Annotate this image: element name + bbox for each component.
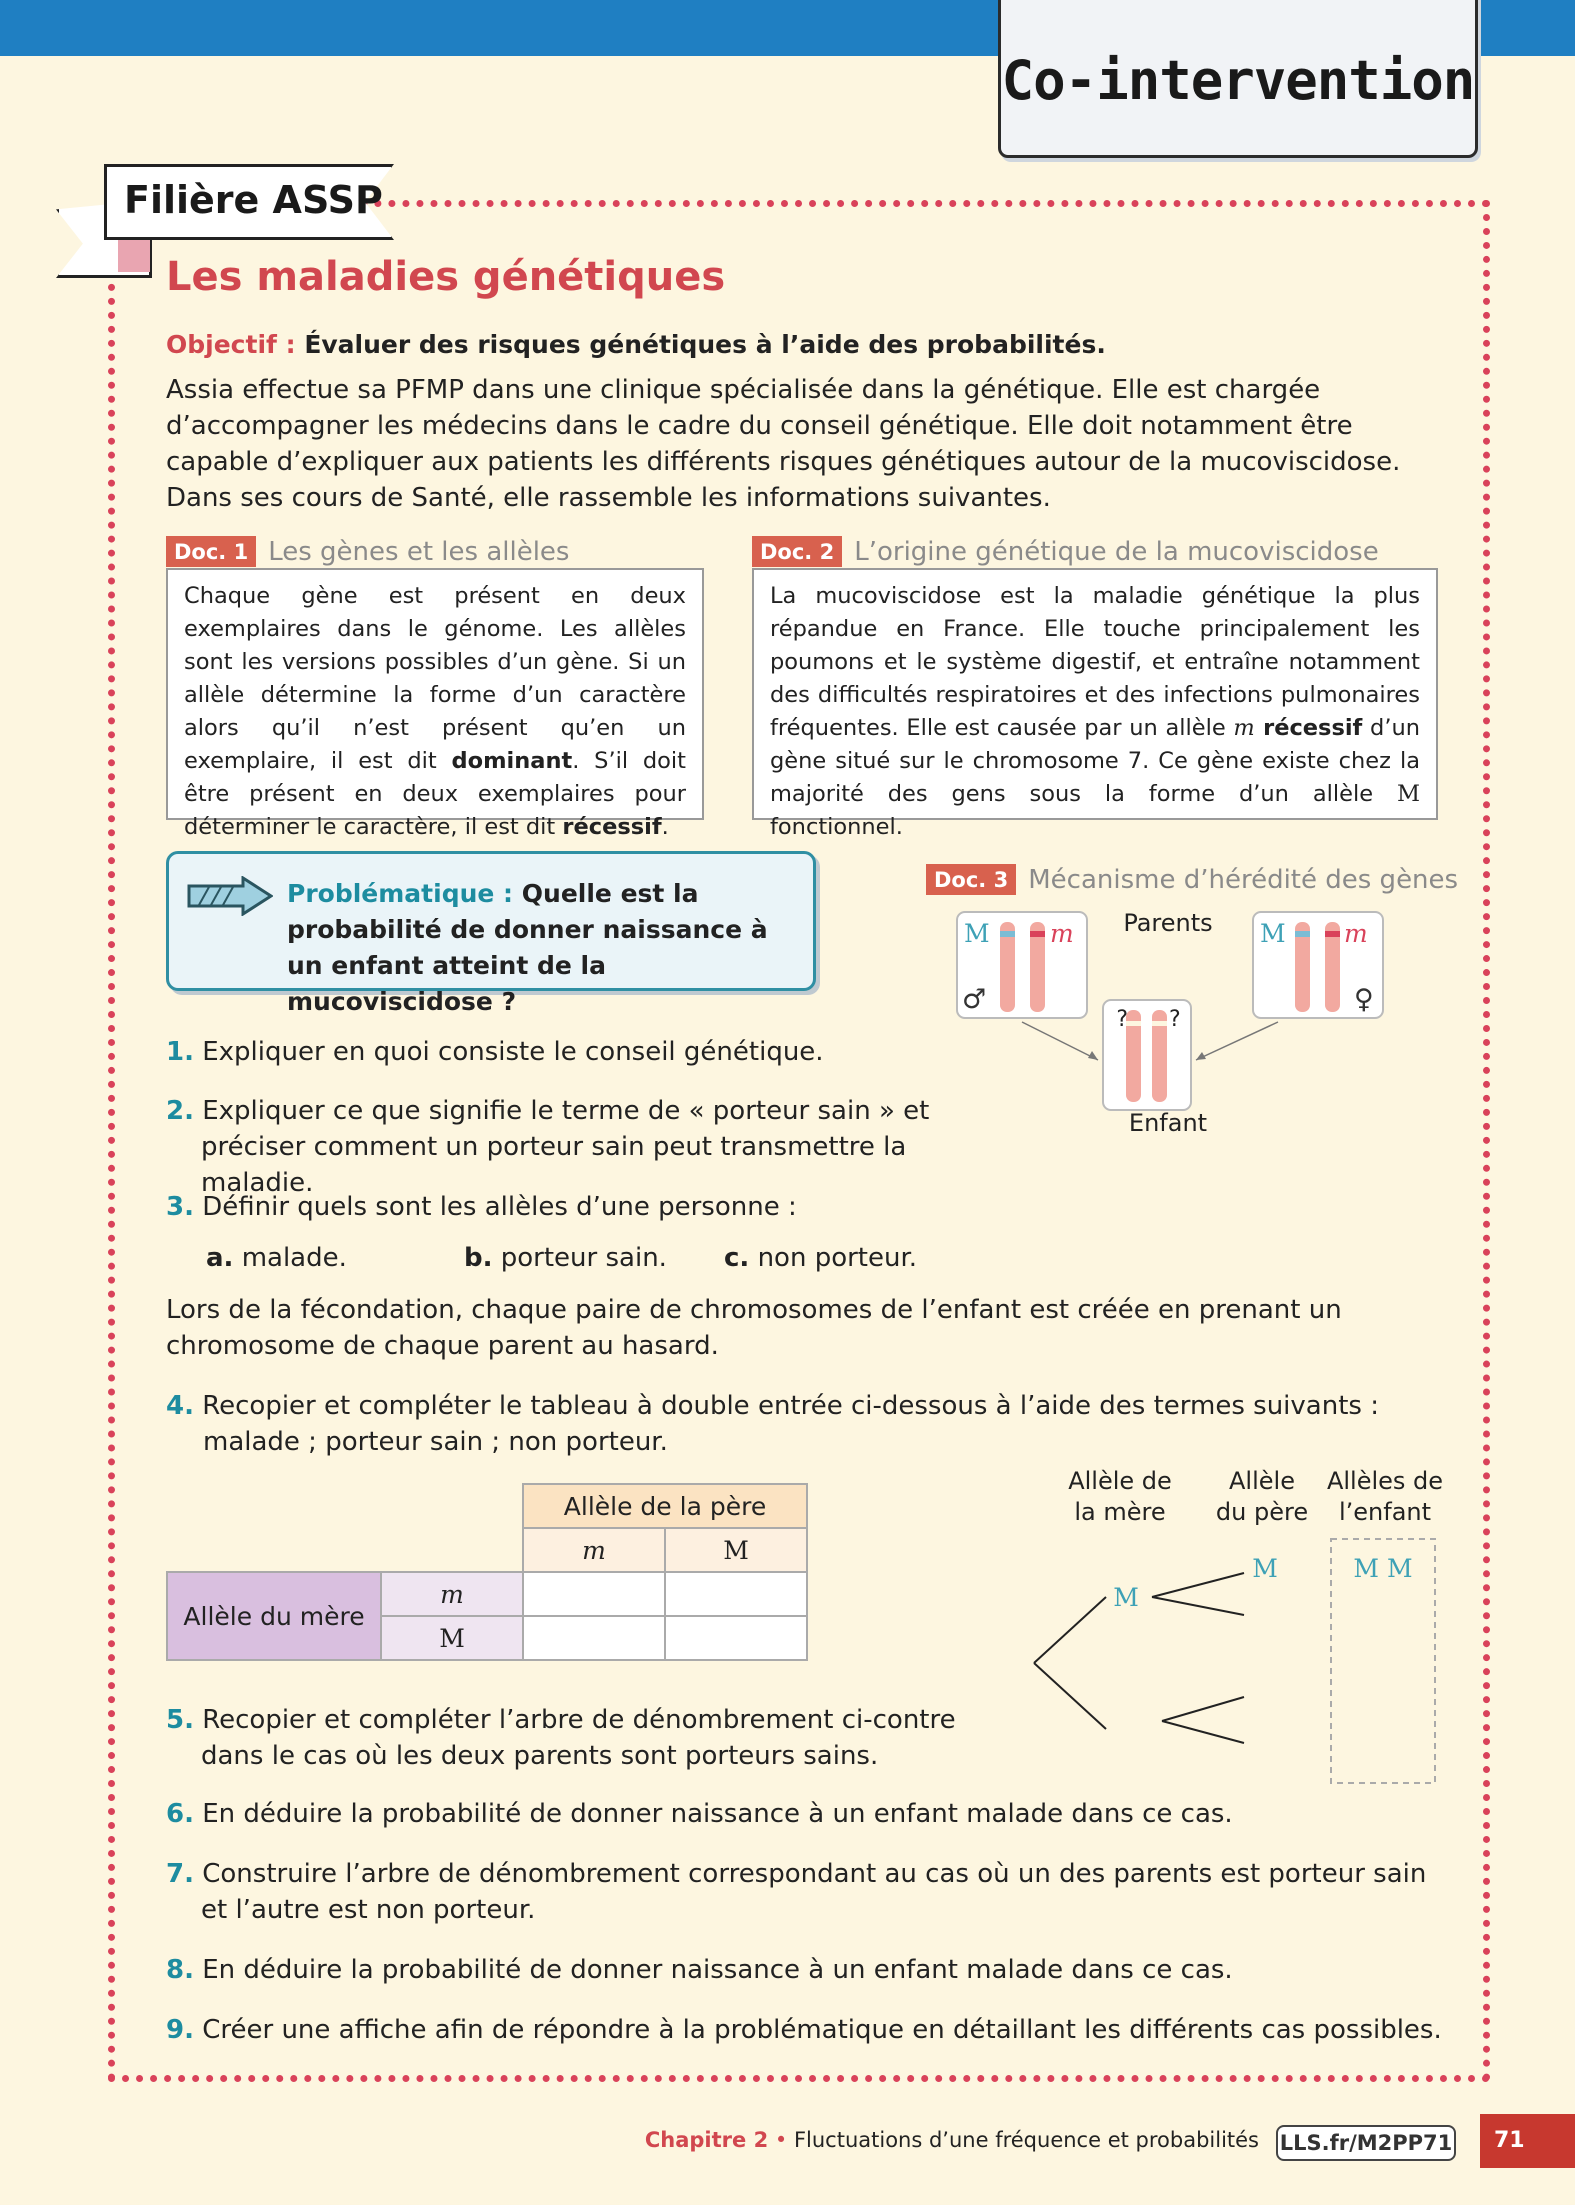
unknown-mark-right: ? xyxy=(1169,1007,1181,1032)
tree-father-allele: M xyxy=(1252,1554,1278,1583)
objective-label: Objectif : xyxy=(166,330,296,359)
question-6 xyxy=(166,1796,1416,1832)
ribbon-label: Filière ASSP xyxy=(124,178,383,222)
co-intervention-tag xyxy=(998,0,1478,158)
arrow-icon xyxy=(187,876,273,916)
table-cell[interactable] xyxy=(523,1616,665,1660)
question-text: En déduire la probabilité de donner naissance à un enfant malade dans ce cas. xyxy=(202,1799,1233,1829)
doc1-title: Les gènes et les allèles xyxy=(268,536,570,567)
question-3 xyxy=(166,1189,1066,1225)
resource-link[interactable]: LLS.fr/M2PP71 xyxy=(1276,2125,1456,2161)
question-number: 4. xyxy=(166,1391,194,1421)
parents-label: Parents xyxy=(1123,909,1213,937)
option-letter: c. xyxy=(724,1243,750,1273)
table-cell[interactable] xyxy=(665,1616,807,1660)
doc1-bold-dominant: dominant xyxy=(451,748,573,774)
doc3-badge: Doc. 3 xyxy=(926,864,1016,895)
question-text: Expliquer en quoi consiste le conseil génétique. xyxy=(202,1037,824,1067)
chapter-subtitle: Fluctuations d’une fréquence et probabilités xyxy=(793,2128,1259,2152)
table-cell[interactable] xyxy=(665,1572,807,1616)
doc1-header xyxy=(166,536,569,567)
tree-child-alleles: M M xyxy=(1353,1554,1413,1583)
question-5 xyxy=(166,1702,956,1774)
q3-option-a xyxy=(206,1240,347,1276)
doc2-text: d’un gène situé sur le chromosome 7. Ce gène existe chez la majorité des gens sous la forme d’un allèle xyxy=(770,715,1421,807)
doc2-badge: Doc. 2 xyxy=(752,536,842,567)
father-allele-M: M xyxy=(964,919,990,948)
tree-header-child: Allèles de l’enfant xyxy=(1326,1467,1444,1526)
doc1-bold-recessif: récessif xyxy=(562,814,662,840)
question-text: Construire l’arbre de dénombrement correspondant au cas où un des parents est porteur sain et l’autre est non porteur. xyxy=(201,1859,1427,1925)
tree-branch xyxy=(1152,1597,1244,1615)
question-text: En déduire la probabilité de donner naissance à un enfant malade dans ce cas. xyxy=(202,1955,1233,1985)
ribbon-fold xyxy=(118,236,150,272)
question-number: 5. xyxy=(166,1705,194,1735)
mother-allele-m: m xyxy=(1344,919,1368,948)
option-text: malade. xyxy=(241,1243,347,1273)
footer-chapter xyxy=(645,2128,1259,2152)
tree-branch xyxy=(1152,1573,1244,1597)
doc2-title: L’origine génétique de la mucoviscidose xyxy=(854,536,1379,567)
doc2-text: La mucoviscidose est la maladie génétique la plus répandue en France. Elle touche principalement les poumons et le système digestif, et entraîne notamment des difficultés respiratoires et des infections pulmonaires fréquentes. Elle est causée par un allèle xyxy=(770,583,1420,741)
footer-separator: • xyxy=(774,2128,788,2152)
double-entry-table xyxy=(166,1483,808,1661)
col-M: M xyxy=(665,1528,807,1572)
doc1-box xyxy=(166,568,704,840)
row-M: M xyxy=(381,1616,523,1660)
question-number: 2. xyxy=(166,1096,194,1126)
question-text: Recopier et compléter l’arbre de dénombrement ci-contre dans le cas où les deux parents sont porteurs sains. xyxy=(201,1705,956,1771)
doc2-box xyxy=(752,568,1438,840)
table-cell[interactable] xyxy=(523,1572,665,1616)
problem-question: Quelle est la probabilité de donner naissance à un enfant atteint de la mucoviscidose ? xyxy=(287,879,768,1016)
problem-box xyxy=(166,851,816,1016)
question-8 xyxy=(166,1952,1416,1988)
tree-branch xyxy=(1034,1597,1106,1663)
doc2-text: fonctionnel. xyxy=(770,814,903,840)
col-header: Allèle de la père xyxy=(523,1484,807,1528)
row-header: Allèle du mère xyxy=(167,1572,381,1660)
question-number: 6. xyxy=(166,1799,194,1829)
option-text: porteur sain. xyxy=(500,1243,667,1273)
tree-branch xyxy=(1162,1697,1244,1721)
father-allele-m: m xyxy=(1050,919,1074,948)
question-text: Définir quels sont les allèles d’une personne : xyxy=(202,1192,797,1222)
doc3-title: Mécanisme d’hérédité des gènes xyxy=(1028,864,1459,895)
father-arrow xyxy=(1022,1022,1098,1060)
problem-text xyxy=(287,876,807,1020)
tree-branch xyxy=(1162,1721,1244,1743)
chapter-label: Chapitre 2 xyxy=(644,2128,769,2152)
row-m: m xyxy=(381,1572,523,1616)
fecondation-paragraph: Lors de la fécondation, chaque paire de chromosomes de l’enfant est créée en prenant un chromosome de chaque parent au hasard. xyxy=(166,1295,1342,1361)
question-number: 7. xyxy=(166,1859,194,1889)
doc1-text: Chaque gène est présent en deux exemplaires dans le génome. Les allèles sont les versions possibles d’un gène. Si un allèle détermine la forme d’un caractère alors qu’il n’est présent qu’en un exemplaire, il est dit xyxy=(184,583,686,774)
doc3-header xyxy=(926,864,1458,895)
doc2-bold-recessif: récessif xyxy=(1254,715,1363,741)
page-number: 71 xyxy=(1480,2114,1575,2168)
q3-option-b xyxy=(464,1240,667,1276)
doc1-text: . xyxy=(661,814,669,840)
question-text: Expliquer ce que signifie le terme de « porteur sain » et préciser comment un porteur sain peut transmettre la maladie. xyxy=(201,1096,930,1198)
q3-option-c xyxy=(724,1240,917,1276)
problem-label: Problématique : xyxy=(287,879,514,908)
intro-paragraph: Assia effectue sa PFMP dans une clinique spécialisée dans la génétique. Elle est chargée d’accompagner les médecins dans le cadre du conseil génétique. Elle doit notamment être capable d’expliquer aux patients les différents risques génétiques autour de la mucoviscidose. Dans ses cours de Santé, elle rassemble les informations suivantes. xyxy=(166,375,1401,513)
question-text: Recopier et compléter le tableau à double entrée ci-dessous à l’aide des termes suivants : malade ; porteur sain ; non porteur. xyxy=(202,1391,1379,1457)
female-icon: ♀ xyxy=(1354,984,1374,1015)
question-text: Créer une affiche afin de répondre à la problématique en détaillant les différents cas possibles. xyxy=(202,2015,1442,2045)
unknown-mark-left: ? xyxy=(1116,1007,1128,1032)
counting-tree xyxy=(1020,1535,1450,1795)
question-7 xyxy=(166,1856,1436,1928)
doc1-badge: Doc. 1 xyxy=(166,536,256,567)
child-label: Enfant xyxy=(1128,1109,1208,1137)
tree-header-mother: Allèle de la mère xyxy=(1068,1467,1172,1526)
objective xyxy=(166,330,1106,359)
question-4 xyxy=(166,1388,1416,1460)
doc1-text: . S’il doit être présent en deux exemplaires pour déterminer le caractère, il est dit xyxy=(184,748,687,840)
question-number: 1. xyxy=(166,1037,194,1067)
tag-title: Co-intervention xyxy=(1001,49,1475,112)
question-2 xyxy=(166,1093,1026,1201)
male-icon: ♂ xyxy=(962,984,987,1015)
mother-allele-M: M xyxy=(1260,919,1286,948)
doc2-allele-m: m xyxy=(1233,715,1255,741)
objective-text: Évaluer des risques génétiques à l’aide des probabilités. xyxy=(304,330,1106,359)
doc2-allele-M: M xyxy=(1396,781,1420,807)
col-m: m xyxy=(523,1528,665,1572)
question-number: 3. xyxy=(166,1192,194,1222)
option-letter: a. xyxy=(206,1243,234,1273)
question-9 xyxy=(166,2012,1456,2048)
tree-branch xyxy=(1034,1663,1106,1729)
question-number: 8. xyxy=(166,1955,194,1985)
page-title: Les maladies génétiques xyxy=(166,254,726,300)
doc2-header xyxy=(752,536,1379,567)
tree-header-father: Allèle du père xyxy=(1215,1467,1309,1526)
mother-arrow xyxy=(1196,1022,1278,1060)
option-text: non porteur. xyxy=(757,1243,918,1273)
question-1 xyxy=(166,1034,1026,1070)
option-letter: b. xyxy=(464,1243,493,1273)
question-number: 9. xyxy=(166,2015,194,2045)
tree-mother-allele: M xyxy=(1113,1583,1139,1612)
